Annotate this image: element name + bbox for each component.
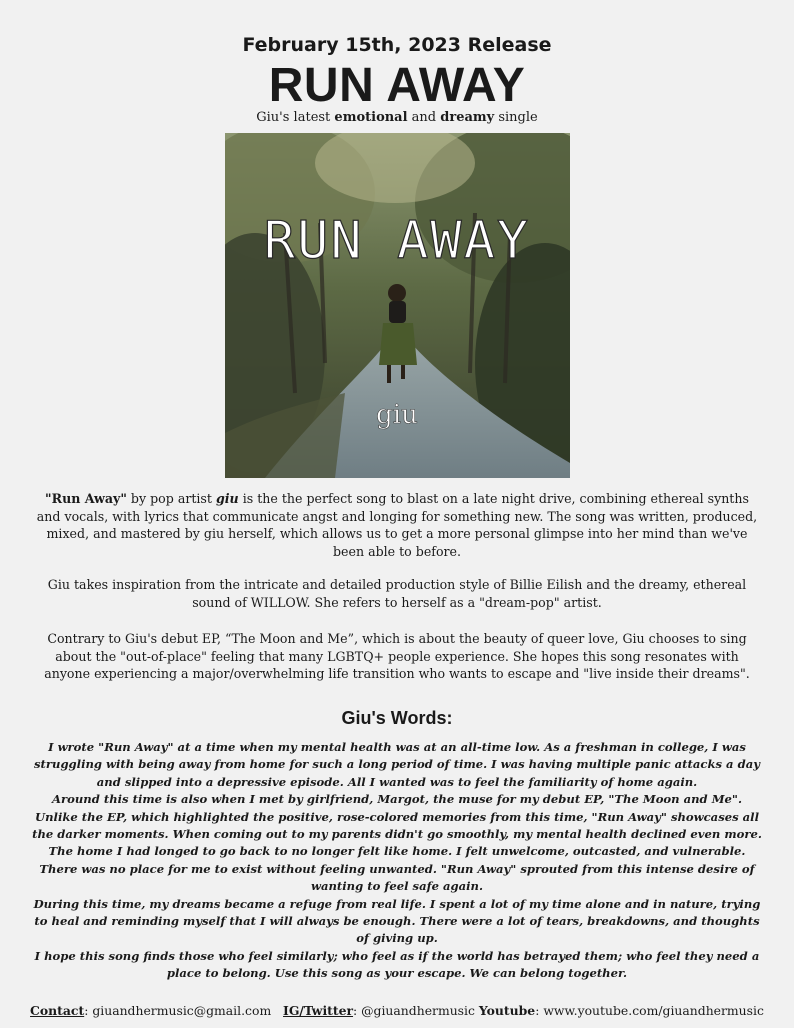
song-name: "Run Away" bbox=[45, 491, 127, 506]
contact-email[interactable]: : giuandhermusic@gmail.com bbox=[84, 1003, 272, 1018]
subtitle-text: and bbox=[407, 110, 441, 125]
description-paragraph-3: Contrary to Giu's debut EP, “The Moon and Me”, which is about the beauty of queer love, Giu chooses to sing about the "out-of-place" feeling that many LGBTQ+ people experience. She hopes this song resonates with anyone experiencing a major/overwhelming life transition who wants to escape and "live inside their dreams". bbox=[44, 631, 750, 681]
section-heading-giu-words: Giu's Words: bbox=[341, 708, 453, 728]
subtitle-text: single bbox=[494, 110, 538, 125]
youtube-label: Youtube bbox=[478, 1003, 536, 1018]
description-paragraph-2: Giu takes inspiration from the intricate and detailed production style of Billie Eilish and the dreamy, ethereal sound of WILLOW. She refers to herself as a "dream-pop" artist. bbox=[47, 577, 747, 610]
quote-paragraph: Around this time is also when I met by girlfriend, Margot, the muse for my debut EP, "The Moon and Me". Unlike the EP, which highlighted the positive, rose-colored memories from this time, "Run Away" showcases all the darker moments. When coming out to my parents didn't go smoothly, my mental health declined even more. The home I had longed to go back to no longer felt like home. I felt unwelcome, outcasted, and vulnerable. There was no place for me to exist without feeling unwanted. "Run Away" sprouted from this intense desire of wanting to feel safe again. bbox=[32, 792, 762, 894]
album-cover bbox=[225, 133, 570, 478]
cover-title: RUN AWAY bbox=[263, 211, 531, 271]
quote-paragraph: During this time, my dreams became a refuge from real life. I spent a lot of my time alone and in nature, trying to heal and reminding myself that I will always be enough. There were a lot of tears, breakdowns, and thoughts of giving up. bbox=[33, 896, 761, 946]
subtitle-emphasis-dreamy: dreamy bbox=[440, 110, 495, 125]
subtitle-text: Giu's latest bbox=[256, 110, 335, 125]
quote-paragraph: I wrote "Run Away" at a time when my mental health was at an all-time low. As a freshman in college, I was struggling with being away from home for such a long period of time. I was having multiple panic attacks a day and slipped into a depressive episode. All I wanted was to feel the familiarity of home again. bbox=[34, 740, 760, 789]
release-date: February 15th, 2023 Release bbox=[242, 34, 552, 56]
contact-label: Contact bbox=[30, 1003, 85, 1018]
artist-name: giu bbox=[215, 491, 239, 506]
paragraph-text: by pop artist bbox=[126, 491, 216, 506]
page-title: RUN AWAY bbox=[268, 59, 526, 112]
social-label: IG/Twitter bbox=[283, 1003, 354, 1018]
subtitle-emphasis-emotional: emotional bbox=[334, 110, 408, 125]
paragraph-text: is the the perfect song to blast on a late night drive, combining ethereal synths and vocals, with lyrics that communicate angst and longing for something new. The song was written, produced, mixed, and mastered by giu herself, which allows us to get a more personal glimpse into her mind than we've been able to before. bbox=[36, 491, 758, 559]
subtitle bbox=[0, 110, 794, 125]
artist-quote bbox=[30, 739, 764, 983]
cover-artist: giu bbox=[376, 400, 418, 430]
contact-footer bbox=[0, 1003, 794, 1018]
quote-paragraph: I hope this song finds those who feel similarly; who feel as if the world has betrayed them; who feel they need a place to belong. Use this song as your escape. We can belong together. bbox=[34, 948, 760, 981]
youtube-url[interactable]: : www.youtube.com/giuandhermusic bbox=[535, 1003, 764, 1018]
social-handle[interactable]: : @giuandhermusic bbox=[353, 1003, 479, 1018]
description-paragraph-1 bbox=[34, 490, 760, 560]
album-cover-art bbox=[225, 133, 570, 478]
